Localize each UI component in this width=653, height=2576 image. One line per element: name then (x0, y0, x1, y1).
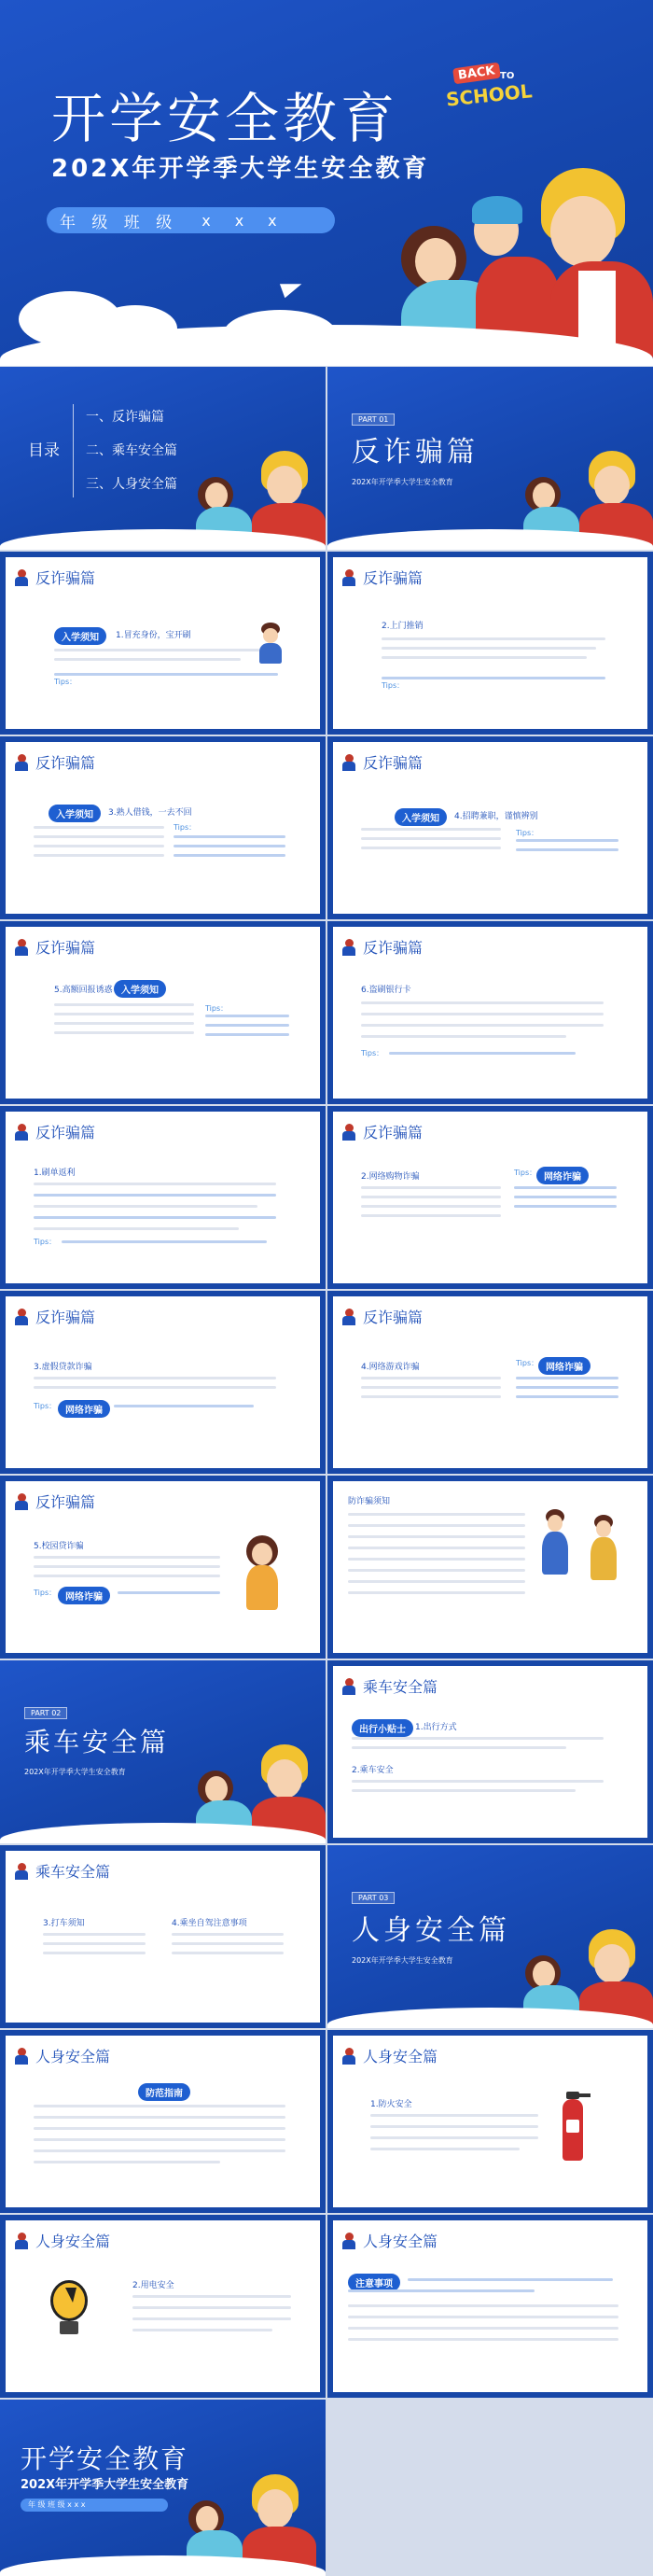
student-icon (15, 1493, 28, 1510)
tips-label: Tips： (174, 823, 197, 832)
pill-label: 网络诈骗 (538, 1357, 590, 1375)
slide-header: 反诈骗篇 (35, 754, 96, 772)
section-subtitle: 202X年开学季大学生安全教育 (24, 1768, 126, 1776)
tips-label: Tips： (514, 1169, 537, 1177)
student-icon (15, 2048, 28, 2065)
toc-divider (73, 404, 74, 497)
slide-header: 反诈骗篇 (35, 1124, 96, 1141)
fraud-slide-12 (327, 1476, 653, 1659)
slide-header: 反诈骗篇 (363, 1124, 424, 1141)
personal-slide-1 (0, 2030, 326, 2213)
slide-header: 反诈骗篇 (35, 1309, 96, 1326)
tips-label: Tips： (361, 1049, 384, 1057)
slide-header: 反诈骗篇 (363, 754, 424, 772)
girl-illustration (239, 1535, 285, 1610)
student-icon (342, 1309, 355, 1325)
slide-subheading: 6.盗刷银行卡 (361, 986, 411, 995)
tips-label: Tips： (34, 1238, 57, 1246)
student-icon (15, 2233, 28, 2249)
car-slide-2 (0, 1845, 326, 2028)
slide-subheading: 2.网络购物诈骗 (361, 1172, 420, 1182)
pill-label: 出行小贴士 (352, 1719, 413, 1737)
pill-label: 入学须知 (395, 808, 447, 826)
class-value-1: x (201, 211, 211, 230)
section2-slide (0, 1660, 326, 1843)
student-icon (342, 1124, 355, 1141)
paper-plane-icon (280, 277, 304, 299)
slide-subheading-2: 2.乘车安全 (352, 1766, 394, 1775)
class-label: 年 级 班 级 (60, 213, 178, 232)
student-icon (342, 2048, 355, 2065)
slide-header: 反诈骗篇 (363, 569, 424, 587)
slide-header: 乘车安全篇 (363, 1678, 438, 1696)
slide-subheading: 1.冒充身份，宝开刷 (116, 631, 191, 640)
pill-label: 网络诈骗 (536, 1167, 589, 1184)
student-icon (342, 2233, 355, 2249)
slide-subheading-2: 4.乘坐自驾注意事项 (172, 1919, 247, 1928)
tips-label: Tips： (382, 681, 405, 690)
part-badge: PART 02 (24, 1707, 67, 1719)
slide-subheading: 3.虚假贷款诈骗 (34, 1363, 92, 1372)
student-icon (342, 754, 355, 771)
toc-item-3: 三、人身安全篇 (86, 477, 177, 492)
boy-illustration (256, 623, 284, 664)
slide-subheading: 4.网络游戏诈骗 (361, 1363, 420, 1372)
fire-extinguisher-icon (557, 2092, 594, 2166)
section-title: 人身安全篇 (352, 1914, 510, 1947)
student-icon (342, 1678, 355, 1695)
part-badge: PART 03 (352, 1892, 395, 1904)
slide-header: 人身安全篇 (35, 2233, 111, 2250)
fraud-slide-4 (327, 736, 653, 919)
end-subtitle: 202X年开学季大学生安全教育 (21, 2478, 189, 2492)
student-icon (15, 754, 28, 771)
slide-header: 人身安全篇 (363, 2233, 438, 2250)
toc-item-1: 一、反诈骗篇 (86, 410, 164, 425)
slide-header: 反诈骗篇 (35, 1493, 96, 1511)
fraud-slide-10 (327, 1291, 653, 1474)
tips-label: Tips： (34, 1402, 57, 1410)
section-subtitle: 202X年开学季大学生安全教育 (352, 1956, 453, 1965)
class-bar (47, 207, 335, 233)
student-icon (15, 1863, 28, 1880)
fraud-slide-7 (0, 1106, 326, 1289)
personal-slide-4 (327, 2215, 653, 2398)
student-icon (342, 569, 355, 586)
fraud-slide-3 (0, 736, 326, 919)
cover-title: 开学安全教育 (51, 87, 399, 150)
pill-label: 注意事项 (348, 2274, 400, 2291)
slide-header: 乘车安全篇 (35, 1863, 111, 1881)
slide-subheading: 5.高额回报诱惑 (54, 986, 113, 995)
end-class-bar: 年 级 班 级 x x x (21, 2499, 168, 2512)
student-icon (15, 1309, 28, 1325)
two-people-illustration (536, 1509, 630, 1603)
pill-label: 网络诈骗 (58, 1400, 110, 1418)
slide-subheading: 2.上门推销 (382, 622, 424, 631)
slide-subheading: 1.刷单返利 (34, 1169, 76, 1178)
pill-label: 防范指南 (138, 2083, 190, 2101)
student-icon (15, 939, 28, 956)
student-icon (342, 939, 355, 956)
class-value-2: x (234, 211, 244, 230)
personal-slide-3 (0, 2215, 326, 2398)
end-title: 开学安全教育 (21, 2443, 189, 2474)
pill-label: 网络诈骗 (58, 1587, 110, 1604)
fraud-slide-2 (327, 552, 653, 735)
toc-slide (0, 367, 326, 550)
student-icon (15, 569, 28, 586)
badge-school: SCHOOL (444, 79, 534, 111)
slide-subheading: 4.招聘兼职，谨慎辨别 (454, 812, 538, 821)
fraud-slide-11 (0, 1476, 326, 1659)
slide-header: 反诈骗篇 (35, 569, 96, 587)
section-title: 乘车安全篇 (24, 1727, 170, 1757)
slide-header: 反诈骗篇 (363, 1309, 424, 1326)
class-value-3: x (268, 211, 277, 230)
cover-subtitle: 202X年开学季大学生安全教育 (51, 155, 430, 183)
badge-to: TO (500, 71, 515, 81)
slide-subheading: 5.校园贷诈骗 (34, 1542, 84, 1551)
toc-item-2: 二、乘车安全篇 (86, 443, 177, 458)
section1-slide (327, 367, 653, 550)
slide-subheading: 3.打车须知 (43, 1919, 85, 1928)
fraud-slide-5 (0, 921, 326, 1104)
tips-label: Tips： (516, 829, 539, 837)
slide-subheading: 2.用电安全 (132, 2281, 174, 2290)
fraud-slide-1 (0, 552, 326, 735)
lightbulb-icon (43, 2276, 95, 2342)
pill-label: 入学须知 (54, 627, 106, 645)
tips-label: Tips： (54, 678, 77, 686)
end-slide (0, 2400, 326, 2576)
badge-back: BACK (452, 63, 500, 85)
cover-slide (0, 0, 653, 366)
slide-subheading: 1.出行方式 (415, 1723, 457, 1732)
part-badge: PART 01 (352, 413, 395, 426)
fraud-slide-6 (327, 921, 653, 1104)
back-to-school-badge (437, 63, 534, 121)
slide-header: 反诈骗篇 (363, 939, 424, 957)
tips-label: Tips： (516, 1359, 539, 1367)
pill-label: 入学须知 (114, 980, 166, 998)
slide-header: 反诈骗篇 (35, 939, 96, 957)
slide-subheading: 防诈骗须知 (348, 1497, 391, 1506)
toc-label: 目录 (28, 441, 60, 460)
slide-header: 人身安全篇 (363, 2048, 438, 2065)
personal-slide-2 (327, 2030, 653, 2213)
slide-subheading: 3.熟人借钱，一去不回 (108, 808, 192, 818)
tips-label: Tips： (205, 1004, 229, 1013)
section3-slide (327, 1845, 653, 2028)
fraud-slide-9 (0, 1291, 326, 1474)
student-icon (15, 1124, 28, 1141)
pill-label: 入学须知 (49, 805, 101, 822)
fraud-slide-8 (327, 1106, 653, 1289)
slide-subheading: 1.防火安全 (370, 2100, 412, 2109)
car-slide-1 (327, 1660, 653, 1843)
section-subtitle: 202X年开学季大学生安全教育 (352, 478, 453, 486)
slide-header: 人身安全篇 (35, 2048, 111, 2065)
section-title: 反诈骗篇 (352, 436, 479, 469)
tips-label: Tips： (34, 1589, 57, 1597)
